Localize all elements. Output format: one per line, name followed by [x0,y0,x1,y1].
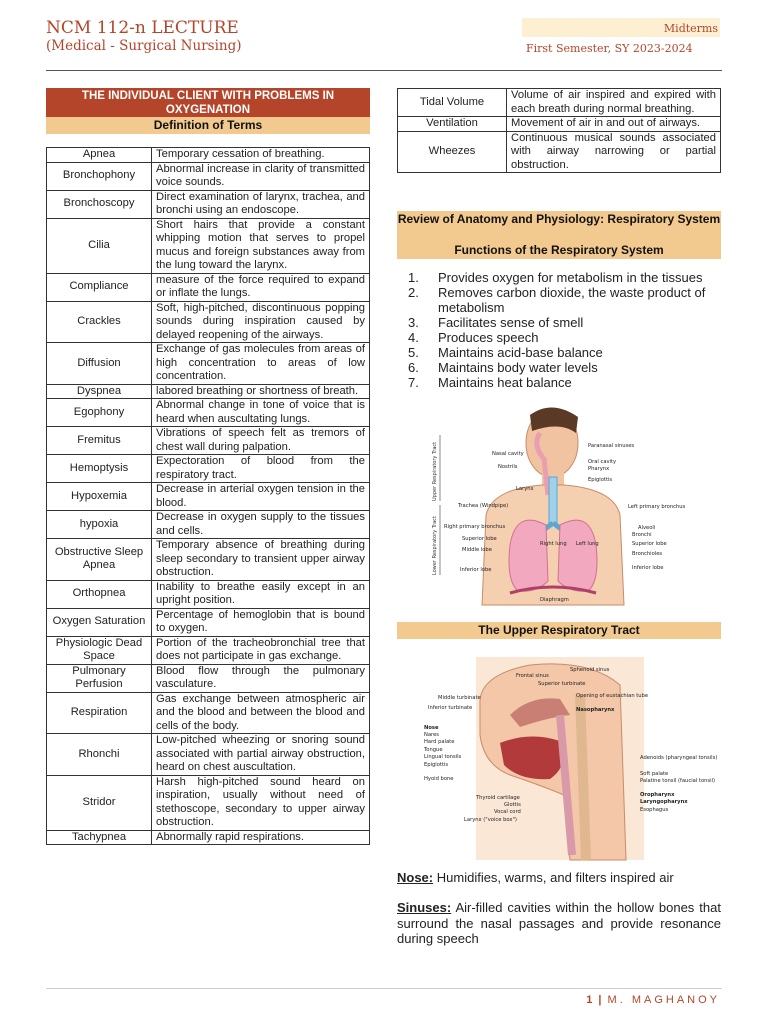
term-cell: Hemoptysis [47,455,152,483]
definition-cell: Temporary cessation of breathing. [152,148,370,163]
fig2-label: Middle turbinate [438,695,481,701]
fig1-label: Superior lobe [462,536,497,542]
table-row [47,830,370,845]
fig2-label: Hard palate [424,739,455,745]
fig1-label: Epiglottis [588,477,613,483]
sinuses-paragraph [397,900,721,947]
fig1-label: Oral cavity [588,459,617,465]
definition-cell: Short hairs that provide a constant whipping motion that serves to propel mucus and foreign substances away from the lung toward the larynx. [152,218,370,273]
term-cell: Oxygen Saturation [47,608,152,636]
term-cell: Rhonchi [47,734,152,776]
fig1-label: Alveoli [638,525,656,531]
fig2-label: Adenoids (pharyngeal tonsils) [640,755,718,761]
list-item [408,330,728,345]
fig2-label: Vocal cord [494,809,521,815]
course-subtitle: (Medical - Surgical Nursing) [46,38,242,54]
list-number: 7. [408,375,419,390]
fig2-label: Esophagus [640,807,669,813]
fig2-label: Nose [424,725,439,731]
author-name: M. MAGHANOY [607,994,720,1006]
table-row [47,190,370,218]
definition-cell: Abnormally rapid respirations. [152,830,370,845]
term-cell: Hypoxemia [47,483,152,511]
definition-cell: Direct examination of larynx, trachea, and bronchi using an endoscope. [152,190,370,218]
fig1-label: Bronchioles [632,551,663,557]
fig1-label: Superior lobe [632,541,667,547]
list-text: Facilitates sense of smell [438,315,584,330]
fig1-label: Middle lobe [462,547,492,553]
term-cell: Egophony [47,399,152,427]
page-footer [586,994,720,1006]
list-number: 3. [408,315,419,330]
table-row [47,775,370,830]
subsection-definition-of-terms: Definition of Terms [46,117,370,134]
definition-table-continued [397,88,721,173]
table-row [47,539,370,581]
definition-cell: Inability to breathe easily except in an upright position. [152,580,370,608]
fig1-label: Inferior lobe [460,567,492,573]
definition-cell: Percentage of hemoglobin that is bound to oxygen. [152,608,370,636]
table-row [47,301,370,343]
fig1-label: Left primary bronchus [628,504,686,510]
definition-cell: Decrease in arterial oxygen tension in the blood. [152,483,370,511]
nose-text: Humidifies, warms, and filters inspired air [436,870,674,885]
definition-cell: Exchange of gas molecules from areas of high concentration to areas of low concentration. [152,343,370,385]
table-row [47,273,370,301]
fig1-label: Paranasal sinuses [588,443,635,449]
fig1-label: Right lung [540,541,567,547]
nose-paragraph [397,870,721,886]
list-item [408,345,728,360]
table-row [47,384,370,399]
course-title: NCM 112-n LECTURE [46,18,239,38]
fig1-label: Left lung [576,541,599,547]
definition-cell: Abnormal change in tone of voice that is heard when auscultating lungs. [152,399,370,427]
fig2-label: Larynx ("voice box") [464,817,517,823]
semester-label: First Semester, SY 2023-2024 [526,42,693,55]
term-cell: Wheezes [398,131,507,173]
definition-cell: measure of the force required to expand or inflate the lungs. [152,273,370,301]
page-number: 1 [586,994,593,1006]
list-text: Provides oxygen for metabolism in the tissues [438,270,703,285]
definition-cell: Temporary absence of breathing during sleep secondary to transient upper airway obstruction. [152,539,370,581]
table-row [398,117,721,132]
list-text: Maintains acid-base balance [438,345,603,360]
table-row [47,427,370,455]
definition-cell: Blood flow through the pulmonary vasculature. [152,664,370,692]
term-cell: Cilia [47,218,152,273]
fig2-label: Sphenoid sinus [570,667,610,673]
fig1-label: Inferior lobe [632,565,664,571]
fig2-label: Oropharynx [640,792,675,798]
upper-tract-title: The Upper Respiratory Tract [397,622,721,639]
footer-separator: | [598,994,602,1006]
list-text: Produces speech [438,330,539,345]
definition-cell: Continuous musical sounds associated with airway narrowing or partial obstruction. [507,131,721,173]
term-cell: Pulmonary Perfusion [47,664,152,692]
header-divider [46,70,722,71]
list-item [408,285,728,315]
definition-cell: Harsh high-pitched sound heard on inspiration, usually without need of stethoscope, secondary to upper airway obstruction. [152,775,370,830]
definition-table [46,147,370,845]
side-label-upper: Upper Respiratory Tract [432,441,438,501]
table-row [47,734,370,776]
list-number: 5. [408,345,419,360]
list-number: 1. [408,270,419,285]
table-row [47,483,370,511]
fig2-label: Inferior turbinate [428,705,473,711]
list-item [408,360,728,375]
list-text: Removes carbon dioxide, the waste product of metabolism [438,285,706,315]
term-cell: Diffusion [47,343,152,385]
fig2-label: Glottis [504,802,521,808]
definition-cell: Vibrations of speech felt as tremors of chest wall during palpation. [152,427,370,455]
fig1-label: Diaphragm [540,597,569,603]
list-item [408,375,728,390]
table-row [47,511,370,539]
table-row [47,692,370,734]
footer-divider [46,988,722,989]
side-label-lower: Lower Respiratory Tract [432,516,438,575]
definition-cell: labored breathing or shortness of breath. [152,384,370,399]
term-cell: Crackles [47,301,152,343]
table-row [47,580,370,608]
nose-label: Nose: [397,870,434,885]
list-text: Maintains body water levels [438,360,598,375]
list-number: 2. [408,285,419,300]
sinuses-label: Sinuses: [397,900,452,915]
fig2-label: Laryngopharynx [640,799,688,805]
definition-cell: Soft, high-pitched, discontinuous popping sounds during inspiration caused by delayed reopening of the airways. [152,301,370,343]
term-cell: Ventilation [398,117,507,132]
definition-cell: Expectoration of blood from the respiratory tract. [152,455,370,483]
term-cell: Compliance [47,273,152,301]
functions-list [408,270,728,390]
fig1-label: Trachea (Windpipe) [458,503,509,509]
fig2-label: Hyoid bone [424,776,454,782]
term-cell: Tachypnea [47,830,152,845]
definition-cell: Movement of air in and out of airways. [507,117,721,132]
fig2-label: Thyroid cartilage [476,795,520,801]
fig1-label: Larynx [516,486,534,492]
fig1-label: Nostrils [498,464,518,470]
table-row [47,399,370,427]
fig2-label: Tongue [424,747,443,753]
term-cell: Bronchophony [47,162,152,190]
term-cell: Dyspnea [47,384,152,399]
term-cell: Obstructive Sleep Apnea [47,539,152,581]
fig2-label: Nares [424,732,439,738]
list-item [408,315,728,330]
fig2-label: Lingual tonsils [424,754,462,760]
definition-cell: Volume of air inspired and expired with each breath during normal breathing. [507,89,721,117]
term-cell: Physiologic Dead Space [47,636,152,664]
term-cell: Orthopnea [47,580,152,608]
table-row [47,218,370,273]
fig1-label: Right primary bronchus [444,524,506,530]
upper-respiratory-tract-figure [420,655,718,860]
term-cell: hypoxia [47,511,152,539]
sinuses-text: Air-filled cavities within the hollow bones that surround the nasal passages and provide resonance during speech [397,900,721,946]
term-label: Midterms [663,22,718,35]
term-cell: Respiration [47,692,152,734]
list-number: 4. [408,330,419,345]
table-row [47,455,370,483]
fig2-label: Epiglottis [424,762,449,768]
definition-cell: Portion of the tracheobronchial tree that does not participate in gas exchange. [152,636,370,664]
table-row [47,343,370,385]
fig1-label: Bronchi [632,532,652,538]
definition-cell: Decrease in oxygen supply to the tissues and cells. [152,511,370,539]
term-cell: Tidal Volume [398,89,507,117]
respiratory-system-figure [432,405,692,605]
fig1-label: Pharynx [588,466,610,472]
term-cell: Fremitus [47,427,152,455]
table-row [47,148,370,163]
term-cell: Stridor [47,775,152,830]
section-title-anatomy: Review of Anatomy and Physiology: Respiratory System [397,211,721,242]
term-cell: Bronchoscopy [47,190,152,218]
fig2-label: Frontal sinus [516,673,549,679]
definition-cell: Gas exchange between atmospheric air and the blood and between the blood and cells of the body. [152,692,370,734]
list-number: 6. [408,360,419,375]
fig2-label: Soft palate [640,771,669,777]
fig2-label: Nasopharynx [576,707,615,713]
list-text: Maintains heat balance [438,375,572,390]
table-row [47,636,370,664]
table-row [398,131,721,173]
subsection-functions: Functions of the Respiratory System [397,242,721,259]
definition-cell: Low-pitched wheezing or snoring sound associated with partial airway obstruction, heard on chest auscultation. [152,734,370,776]
definition-cell: Abnormal increase in clarity of transmitted voice sounds. [152,162,370,190]
table-row [398,89,721,117]
fig2-label: Palatine tonsil (faucial tonsil) [640,778,716,784]
table-row [47,162,370,190]
fig2-label: Superior turbinate [538,681,586,687]
term-cell: Apnea [47,148,152,163]
fig2-label: Opening of eustachian tube [576,693,649,699]
table-row [47,608,370,636]
table-row [47,664,370,692]
section-title-oxygenation: THE INDIVIDUAL CLIENT WITH PROBLEMS IN OXYGENATION [46,88,370,118]
list-item [408,270,728,285]
fig1-label: Nasal cavity [492,451,524,457]
